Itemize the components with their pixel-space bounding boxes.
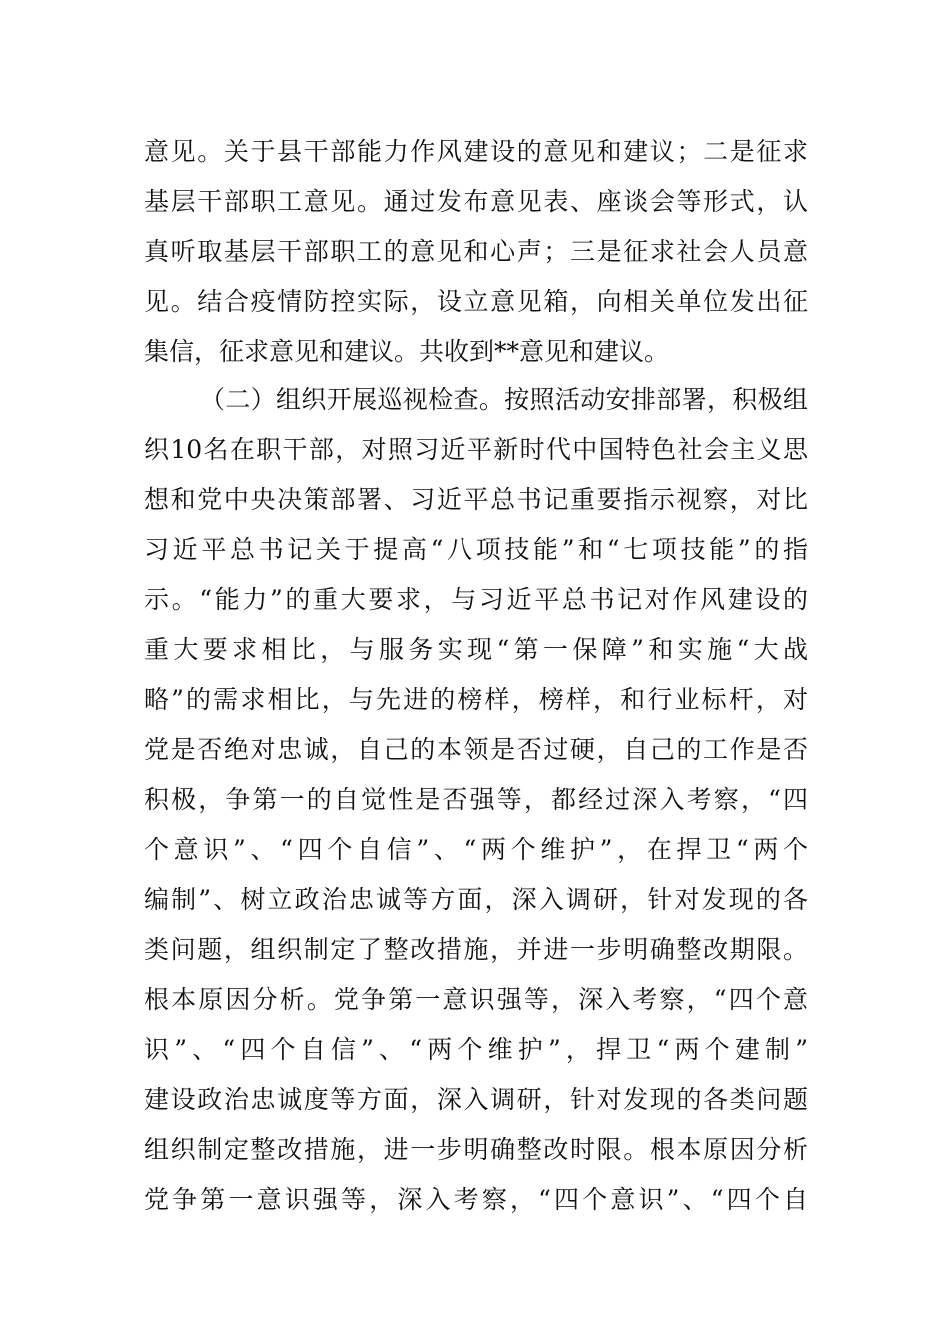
text-line-16: 编制”、树立政治忠诚等方面，深入调研，针对发现的各 [144,885,808,914]
text-line-17: 类问题，组织制定了整改措施，并进一步明确整改期限。 [144,935,808,964]
text-line-15: 个意识”、“四个自信”、“两个维护”，在捍卫“两个 [144,835,808,864]
text-line-12: 略”的需求相比，与先进的榜样，榜样，和行业标杆，对 [144,685,808,714]
text-line-3: 真听取基层干部职工的意见和心声；三是征求社会人员意 [144,237,808,266]
text-line-4: 见。结合疫情防控实际，设立意见箱，向相关单位发出征 [144,287,808,316]
text-line-7: 织10名在职干部，对照习近平新时代中国特色社会主义思 [144,435,808,464]
text-line-13: 党是否绝对忠诚，自己的本领是否过硬，自己的工作是否 [144,735,808,764]
text-line-21: 组织制定整改措施，进一步明确整改时限。根本原因分析 [144,1135,808,1164]
text-line-11: 重大要求相比，与服务实现“第一保障”和实施“大战 [144,635,808,664]
text-line-8: 想和党中央决策部署、习近平总书记重要指示视察，对比 [144,485,808,514]
text-line-6: （二）组织开展巡视检查。按照活动安排部署，积极组 [200,385,808,414]
text-line-18: 根本原因分析。党争第一意识强等，深入考察，“四个意 [144,985,808,1014]
text-line-20: 建设政治忠诚度等方面，深入调研，针对发现的各类问题 [144,1085,808,1114]
text-line-9: 习近平总书记关于提高“八项技能”和“七项技能”的指 [144,535,808,564]
text-line-19: 识”、“四个自信”、“两个维护”，捍卫“两个建制” [144,1035,808,1064]
text-line-14: 积极，争第一的自觉性是否强等，都经过深入考察，“四 [144,785,808,814]
text-line-2: 基层干部职工意见。通过发布意见表、座谈会等形式，认 [144,187,808,216]
text-line-1: 意见。关于县干部能力作风建设的意见和建议；二是征求 [144,137,808,166]
text-line-10: 示。“能力”的重大要求，与习近平总书记对作风建设的 [144,585,808,614]
text-line-5: 集信，征求意见和建议。共收到**意见和建议。 [144,337,670,366]
text-line-22: 党争第一意识强等，深入考察，“四个意识”、“四个自 [144,1185,808,1214]
